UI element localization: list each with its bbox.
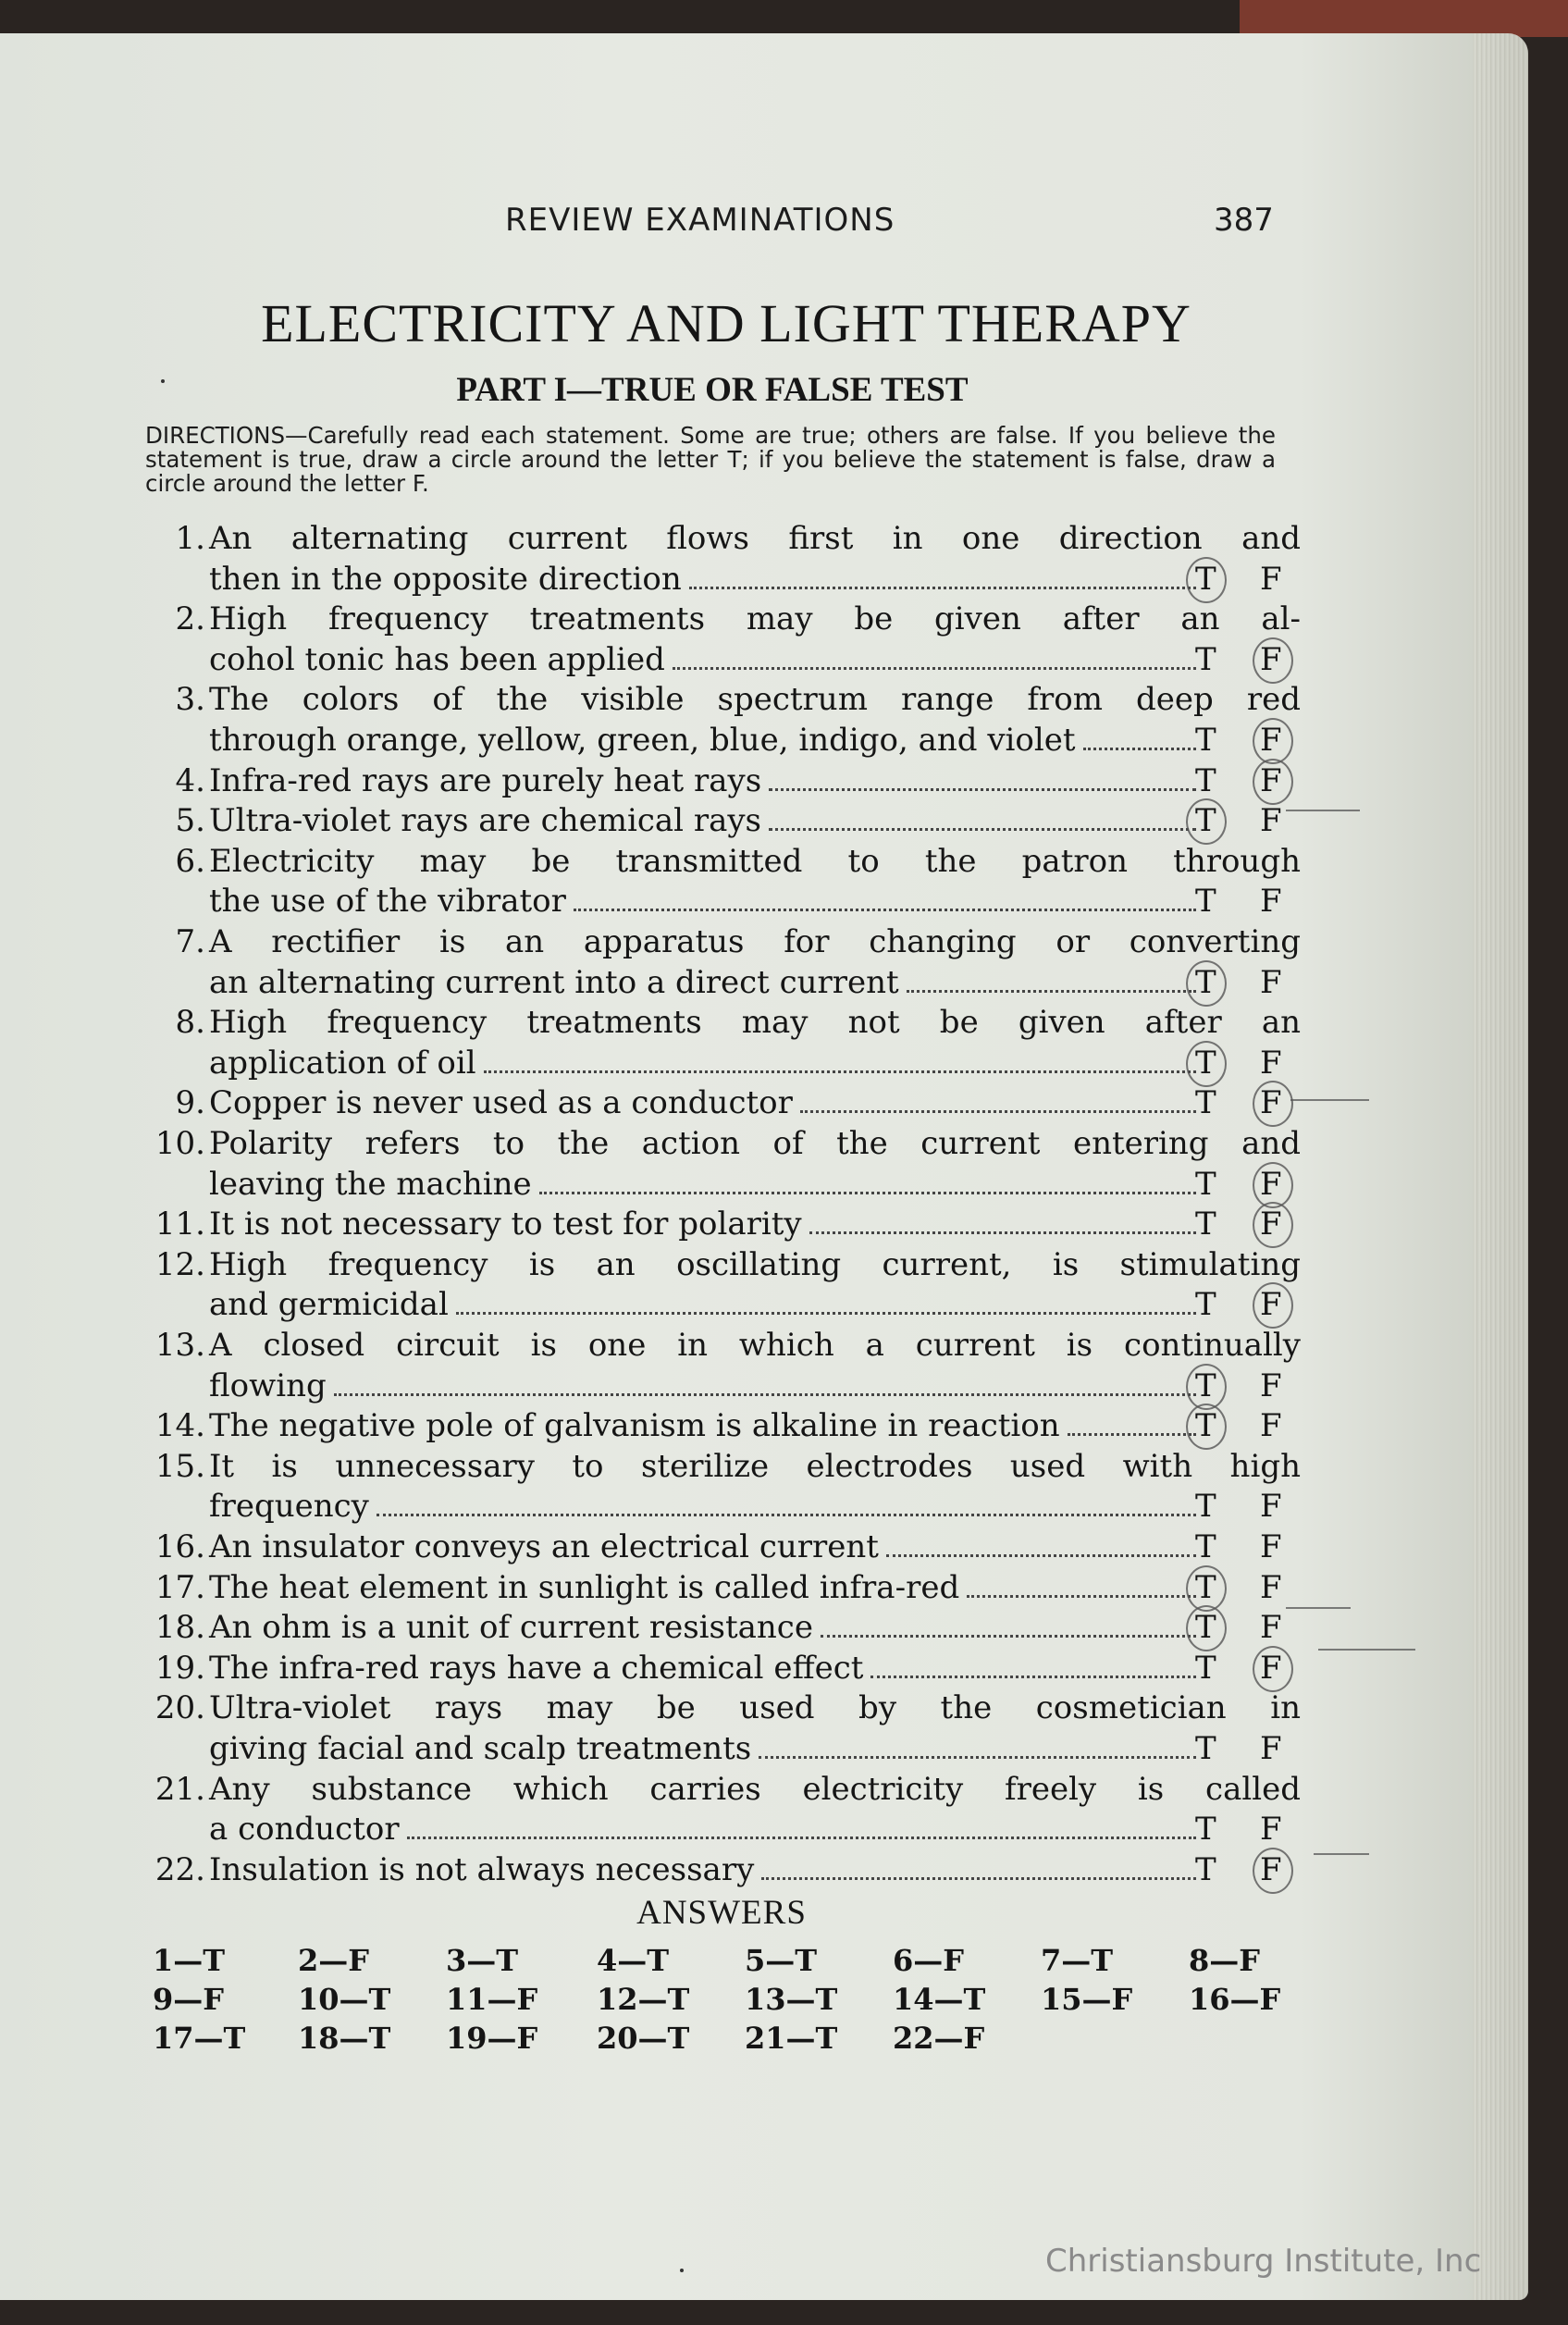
- option-false[interactable]: [1260, 639, 1282, 680]
- question-number: 21.: [154, 1770, 205, 1808]
- dot-leader: [574, 881, 1196, 911]
- option-letter: F: [1260, 963, 1282, 1001]
- question-number: 10.: [154, 1125, 205, 1162]
- dot-leader: [761, 1849, 1196, 1880]
- pencil-circle-mark: [1253, 1646, 1293, 1692]
- question-item: [148, 1446, 1489, 1527]
- option-letter: T: [1195, 1609, 1216, 1647]
- question-text-line: High frequency is an oscillating current, is stimulating: [209, 1245, 1301, 1283]
- question-text-leader-line: [209, 1607, 1204, 1648]
- pencil-mark: [1314, 1853, 1369, 1855]
- pencil-mark: [1286, 810, 1360, 811]
- option-true[interactable]: [1195, 1527, 1216, 1567]
- pencil-circle-mark: [1186, 960, 1227, 1007]
- dot-leader: [689, 559, 1196, 589]
- pencil-circle-mark: [1186, 1404, 1227, 1450]
- pencil-circle-mark: [1186, 1364, 1227, 1410]
- question-number: 16.: [154, 1528, 205, 1565]
- question-number: 14.: [154, 1407, 205, 1445]
- option-letter: T: [1195, 1850, 1216, 1888]
- question-item: [148, 1648, 1489, 1688]
- dot-leader: [821, 1607, 1196, 1638]
- print-speck: [680, 2269, 684, 2272]
- pencil-circle-mark: [1253, 1282, 1293, 1329]
- option-true[interactable]: [1195, 1204, 1216, 1244]
- option-false[interactable]: [1260, 1284, 1282, 1325]
- option-letter: T: [1195, 640, 1216, 678]
- question-text-leader-line: [209, 1164, 1204, 1205]
- question-text-line: Ultra-violet rays may be used by the cosmetician in: [209, 1689, 1301, 1727]
- question-number: 8.: [175, 1004, 205, 1042]
- option-letter: T: [1195, 963, 1216, 1001]
- option-letter: T: [1195, 1407, 1216, 1445]
- question-text-line: The heat element in sunlight is called infra-red: [209, 1568, 960, 1606]
- true-false-options: [1186, 1567, 1315, 1608]
- question-number: 11.: [154, 1206, 205, 1243]
- question-text-line: A rectifier is an apparatus for changing or converting: [209, 923, 1301, 960]
- option-letter: F: [1260, 1407, 1282, 1445]
- option-true[interactable]: [1195, 1809, 1216, 1849]
- true-false-options: [1186, 1082, 1315, 1123]
- option-letter: T: [1195, 1568, 1216, 1606]
- question-item: [148, 1325, 1489, 1405]
- option-false[interactable]: [1260, 1607, 1282, 1648]
- question-text-leader-line: [209, 1204, 1204, 1244]
- page-title: ELECTRICITY AND LIGHT THERAPY: [261, 293, 1191, 353]
- dot-leader: [870, 1648, 1196, 1678]
- option-letter: T: [1195, 1367, 1216, 1404]
- option-letter: F: [1260, 1729, 1282, 1767]
- option-true[interactable]: [1195, 881, 1216, 921]
- question-item: [148, 1688, 1489, 1768]
- option-letter: F: [1260, 883, 1282, 921]
- question-item: [148, 679, 1489, 760]
- option-false[interactable]: [1260, 1527, 1282, 1567]
- question-item: [148, 1849, 1489, 1890]
- true-false-options: [1186, 1809, 1315, 1849]
- question-text-line: An insulator conveys an electrical current: [209, 1528, 879, 1565]
- dot-leader: [769, 800, 1196, 831]
- answer-item: 8—F: [1189, 1943, 1260, 1978]
- question-number: 15.: [154, 1447, 205, 1485]
- option-letter: T: [1195, 560, 1216, 598]
- question-number: 13.: [154, 1327, 205, 1364]
- option-false[interactable]: [1260, 720, 1282, 761]
- question-item: [148, 761, 1489, 801]
- option-letter: F: [1260, 1649, 1282, 1687]
- page-number: 387: [1214, 202, 1274, 239]
- pencil-mark: [1286, 1607, 1351, 1609]
- question-item: [148, 1002, 1489, 1082]
- option-true[interactable]: [1195, 559, 1216, 600]
- question-text-leader-line: [209, 1366, 1204, 1406]
- question-item: [148, 1405, 1489, 1446]
- option-true[interactable]: [1195, 1486, 1216, 1527]
- question-text-line: A closed circuit is one in which a current is continually: [209, 1327, 1301, 1364]
- option-false[interactable]: [1260, 1082, 1282, 1123]
- option-false[interactable]: [1260, 761, 1282, 801]
- answer-item: 11—F: [446, 1982, 538, 2017]
- option-false[interactable]: [1260, 1567, 1282, 1608]
- question-text-line: Polarity refers to the action of the current entering and: [209, 1125, 1301, 1162]
- true-false-options: [1186, 1607, 1315, 1648]
- option-true[interactable]: [1195, 1043, 1216, 1083]
- option-true[interactable]: [1195, 1728, 1216, 1769]
- question-text-line: An ohm is a unit of current resistance: [209, 1609, 813, 1647]
- option-true[interactable]: [1195, 761, 1216, 801]
- option-letter: T: [1195, 721, 1216, 759]
- option-letter: F: [1260, 1286, 1282, 1324]
- true-false-options: [1186, 559, 1315, 600]
- option-letter: F: [1260, 1568, 1282, 1606]
- true-false-options: [1186, 1366, 1315, 1406]
- question-item: [148, 518, 1489, 599]
- question-text-leader-line: [209, 881, 1204, 921]
- dot-leader: [886, 1527, 1196, 1557]
- dot-leader: [759, 1728, 1196, 1759]
- option-true[interactable]: [1195, 1648, 1216, 1688]
- option-letter: T: [1195, 802, 1216, 840]
- question-item: [148, 1204, 1489, 1244]
- question-item: [148, 841, 1489, 921]
- question-text-line: then in the opposite direction: [209, 560, 682, 598]
- answer-item: 1—T: [153, 1943, 226, 1978]
- answer-item: 14—T: [893, 1982, 986, 2017]
- question-text-line: application of oil: [209, 1044, 476, 1082]
- question-text-leader-line: [209, 1527, 1204, 1567]
- option-true[interactable]: [1195, 639, 1216, 680]
- answer-item: 18—T: [298, 2021, 391, 2056]
- question-number: 18.: [154, 1609, 205, 1647]
- answer-item: 21—T: [745, 2021, 838, 2056]
- question-number: 6.: [175, 842, 205, 880]
- question-text-line: an alternating current into a direct current: [209, 963, 899, 1001]
- question-number: 7.: [175, 923, 205, 960]
- question-text-line: It is not necessary to test for polarity: [209, 1206, 802, 1243]
- answer-item: 17—T: [153, 2021, 246, 2056]
- option-false[interactable]: [1260, 1366, 1282, 1406]
- pencil-circle-mark: [1253, 1848, 1293, 1894]
- dot-leader: [334, 1366, 1196, 1396]
- question-number: 1.: [175, 520, 205, 557]
- question-text-line: and germicidal: [209, 1286, 449, 1324]
- option-letter: F: [1260, 1488, 1282, 1526]
- question-text-line: Insulation is not always necessary: [209, 1850, 755, 1888]
- option-letter: T: [1195, 1206, 1216, 1243]
- answer-item: 19—F: [446, 2021, 538, 2056]
- question-item: [148, 1607, 1489, 1648]
- dot-leader: [377, 1486, 1196, 1516]
- option-false[interactable]: [1260, 1486, 1282, 1527]
- pencil-circle-mark: [1186, 798, 1227, 845]
- pencil-circle-mark: [1186, 1041, 1227, 1087]
- option-letter: F: [1260, 721, 1282, 759]
- answer-item: 15—F: [1041, 1982, 1133, 2017]
- question-text-leader-line: [209, 1728, 1204, 1769]
- option-letter: T: [1195, 1811, 1216, 1849]
- question-item: [148, 1123, 1489, 1204]
- question-text-leader-line: [209, 1809, 1204, 1849]
- question-text-line: a conductor: [209, 1811, 400, 1849]
- dot-leader: [907, 962, 1196, 993]
- question-item: [148, 1567, 1489, 1608]
- question-text-line: It is unnecessary to sterilize electrodes used with high: [209, 1447, 1301, 1485]
- answer-item: 13—T: [745, 1982, 838, 2017]
- question-item: [148, 1527, 1489, 1567]
- question-item: [148, 921, 1489, 1002]
- dot-leader: [407, 1809, 1196, 1839]
- question-text-leader-line: [209, 1284, 1204, 1325]
- question-text-line: The negative pole of galvanism is alkaline in reaction: [209, 1407, 1060, 1445]
- question-text-leader-line: [209, 1648, 1204, 1688]
- question-text-line: Any substance which carries electricity freely is called: [209, 1770, 1301, 1808]
- question-text-line: The colors of the visible spectrum range from deep red: [209, 681, 1301, 719]
- option-false[interactable]: [1260, 1204, 1282, 1244]
- option-letter: F: [1260, 1850, 1282, 1888]
- question-text-leader-line: [209, 1849, 1204, 1890]
- option-false[interactable]: [1260, 1728, 1282, 1769]
- question-text-line: Infra-red rays are purely heat rays: [209, 761, 762, 799]
- pencil-circle-mark: [1253, 637, 1293, 684]
- option-true[interactable]: [1195, 962, 1216, 1003]
- question-text-line: leaving the machine: [209, 1165, 532, 1203]
- answer-item: 6—F: [893, 1943, 964, 1978]
- true-false-options: [1186, 1849, 1315, 1890]
- answers-heading: ANSWERS: [636, 1894, 807, 1932]
- option-letter: T: [1195, 883, 1216, 921]
- watermark: Christiansburg Institute, Inc: [1045, 2243, 1482, 2280]
- question-text-line: Ultra-violet rays are chemical rays: [209, 802, 762, 840]
- option-true[interactable]: [1195, 1567, 1216, 1608]
- answer-item: 5—T: [745, 1943, 818, 1978]
- question-text-line: An alternating current flows first in one direction and: [209, 520, 1301, 557]
- question-text-leader-line: [209, 639, 1204, 680]
- question-item: [148, 1082, 1489, 1123]
- true-false-options: [1186, 881, 1315, 921]
- option-letter: F: [1260, 1084, 1282, 1122]
- question-text-line: through orange, yellow, green, blue, indigo, and violet: [209, 721, 1076, 759]
- option-false[interactable]: [1260, 1164, 1282, 1205]
- option-letter: F: [1260, 802, 1282, 840]
- option-letter: T: [1195, 1286, 1216, 1324]
- pencil-circle-mark: [1253, 1162, 1293, 1208]
- question-text-line: High frequency treatments may be given after an al-: [209, 600, 1301, 638]
- pencil-mark: [1290, 1099, 1369, 1101]
- true-false-options: [1186, 761, 1315, 801]
- option-true[interactable]: [1195, 1284, 1216, 1325]
- true-false-options: [1186, 1486, 1315, 1527]
- pencil-circle-mark: [1186, 1605, 1227, 1651]
- option-letter: F: [1260, 1165, 1282, 1203]
- directions-text: DIRECTIONS—Carefully read each statement. Some are true; others are false. If you believe the statement is true, draw a circle around the letter T; if you believe the statement is false, draw a circle around the letter F.: [145, 422, 1276, 497]
- option-false[interactable]: [1260, 1043, 1282, 1083]
- answer-item: 3—T: [446, 1943, 519, 1978]
- answer-item: 2—F: [298, 1943, 369, 1978]
- pencil-circle-mark: [1186, 557, 1227, 603]
- question-number: 3.: [175, 681, 205, 719]
- option-true[interactable]: [1195, 1405, 1216, 1446]
- dot-leader: [967, 1567, 1196, 1598]
- option-false[interactable]: [1260, 962, 1282, 1003]
- answer-item: 12—T: [597, 1982, 690, 2017]
- option-false[interactable]: [1260, 1648, 1282, 1688]
- option-letter: T: [1195, 1044, 1216, 1082]
- question-text-leader-line: [209, 1082, 1204, 1123]
- question-number: 5.: [175, 802, 205, 840]
- question-number: 22.: [154, 1850, 205, 1888]
- option-false[interactable]: [1260, 881, 1282, 921]
- dot-leader: [484, 1043, 1196, 1073]
- true-false-options: [1186, 720, 1315, 761]
- question-number: 20.: [154, 1689, 205, 1727]
- question-number: 9.: [175, 1084, 205, 1122]
- question-text-leader-line: [209, 962, 1204, 1003]
- dot-leader: [800, 1082, 1196, 1113]
- option-true[interactable]: [1195, 1082, 1216, 1123]
- answer-item: 10—T: [298, 1982, 391, 2017]
- answer-item: 22—F: [893, 2021, 985, 2056]
- pencil-circle-mark: [1186, 1565, 1227, 1612]
- option-letter: T: [1195, 1488, 1216, 1526]
- dot-leader: [1083, 720, 1196, 750]
- question-text-leader-line: [209, 761, 1204, 801]
- option-letter: F: [1260, 1528, 1282, 1565]
- option-true[interactable]: [1195, 1607, 1216, 1648]
- option-false[interactable]: [1260, 559, 1282, 600]
- question-item: [148, 800, 1489, 841]
- option-letter: F: [1260, 1811, 1282, 1849]
- option-letter: F: [1260, 640, 1282, 678]
- option-true[interactable]: [1195, 1164, 1216, 1205]
- question-item: [148, 599, 1489, 679]
- true-false-options: [1186, 962, 1315, 1003]
- dot-leader: [673, 639, 1196, 670]
- option-letter: T: [1195, 1084, 1216, 1122]
- true-false-options: [1186, 1204, 1315, 1244]
- option-letter: T: [1195, 1528, 1216, 1565]
- question-text-leader-line: [209, 720, 1204, 761]
- answer-item: 7—T: [1041, 1943, 1114, 1978]
- pencil-circle-mark: [1253, 1202, 1293, 1248]
- option-letter: T: [1195, 1649, 1216, 1687]
- question-text-line: High frequency treatments may not be given after an: [209, 1004, 1301, 1042]
- question-text-line: the use of the vibrator: [209, 883, 566, 921]
- true-false-options: [1186, 1164, 1315, 1205]
- question-text-line: The infra-red rays have a chemical effect: [209, 1649, 864, 1687]
- option-letter: F: [1260, 761, 1282, 799]
- option-true[interactable]: [1195, 720, 1216, 761]
- question-text-line: Electricity may be transmitted to the patron through: [209, 842, 1301, 880]
- option-letter: T: [1195, 1729, 1216, 1767]
- book-cover-edge: [1240, 0, 1568, 37]
- dot-leader: [809, 1204, 1196, 1234]
- true-false-options: [1186, 800, 1315, 841]
- question-text-leader-line: [209, 800, 1204, 841]
- question-text-line: cohol tonic has been applied: [209, 640, 665, 678]
- question-text-leader-line: [209, 1486, 1204, 1527]
- question-text-leader-line: [209, 559, 1204, 600]
- question-number: 12.: [154, 1245, 205, 1283]
- question-item: [148, 1769, 1489, 1849]
- pencil-circle-mark: [1253, 759, 1293, 805]
- option-letter: F: [1260, 1609, 1282, 1647]
- option-false[interactable]: [1260, 1809, 1282, 1849]
- option-true[interactable]: [1195, 1849, 1216, 1890]
- pencil-mark: [1318, 1649, 1415, 1651]
- pencil-circle-mark: [1253, 718, 1293, 764]
- question-text-line: Copper is never used as a conductor: [209, 1084, 793, 1122]
- option-letter: F: [1260, 1367, 1282, 1404]
- question-text-line: flowing: [209, 1367, 327, 1404]
- option-letter: F: [1260, 1206, 1282, 1243]
- dot-leader: [1068, 1405, 1196, 1436]
- option-letter: T: [1195, 1165, 1216, 1203]
- option-false[interactable]: [1260, 1405, 1282, 1446]
- true-false-options: [1186, 1284, 1315, 1325]
- dot-leader: [769, 761, 1196, 791]
- true-false-options: [1186, 639, 1315, 680]
- print-speck: [161, 379, 165, 383]
- running-head: REVIEW EXAMINATIONS: [505, 202, 895, 239]
- option-letter: F: [1260, 1044, 1282, 1082]
- dot-leader: [539, 1164, 1196, 1194]
- section-subtitle: PART I—TRUE OR FALSE TEST: [456, 371, 969, 409]
- true-false-options: [1186, 1527, 1315, 1567]
- answer-item: 20—T: [597, 2021, 690, 2056]
- pencil-circle-mark: [1253, 1081, 1293, 1127]
- question-item: [148, 1244, 1489, 1325]
- dot-leader: [456, 1284, 1196, 1315]
- question-number: 17.: [154, 1568, 205, 1606]
- option-letter: T: [1195, 761, 1216, 799]
- question-number: 4.: [175, 761, 205, 799]
- option-letter: F: [1260, 560, 1282, 598]
- question-number: 19.: [154, 1649, 205, 1687]
- true-false-options: [1186, 1648, 1315, 1688]
- option-false[interactable]: [1260, 800, 1282, 841]
- question-text-line: frequency: [209, 1488, 369, 1526]
- question-text-leader-line: [209, 1405, 1204, 1446]
- option-true[interactable]: [1195, 1366, 1216, 1406]
- question-text-leader-line: [209, 1567, 1204, 1608]
- true-false-options: [1186, 1043, 1315, 1083]
- answer-item: 4—T: [597, 1943, 670, 1978]
- question-text-leader-line: [209, 1043, 1204, 1083]
- answer-item: 9—F: [153, 1982, 224, 2017]
- true-false-options: [1186, 1728, 1315, 1769]
- question-number: 2.: [175, 600, 205, 638]
- option-false[interactable]: [1260, 1849, 1282, 1890]
- option-true[interactable]: [1195, 800, 1216, 841]
- answer-item: 16—F: [1189, 1982, 1281, 2017]
- question-text-line: giving facial and scalp treatments: [209, 1729, 752, 1767]
- true-false-options: [1186, 1405, 1315, 1446]
